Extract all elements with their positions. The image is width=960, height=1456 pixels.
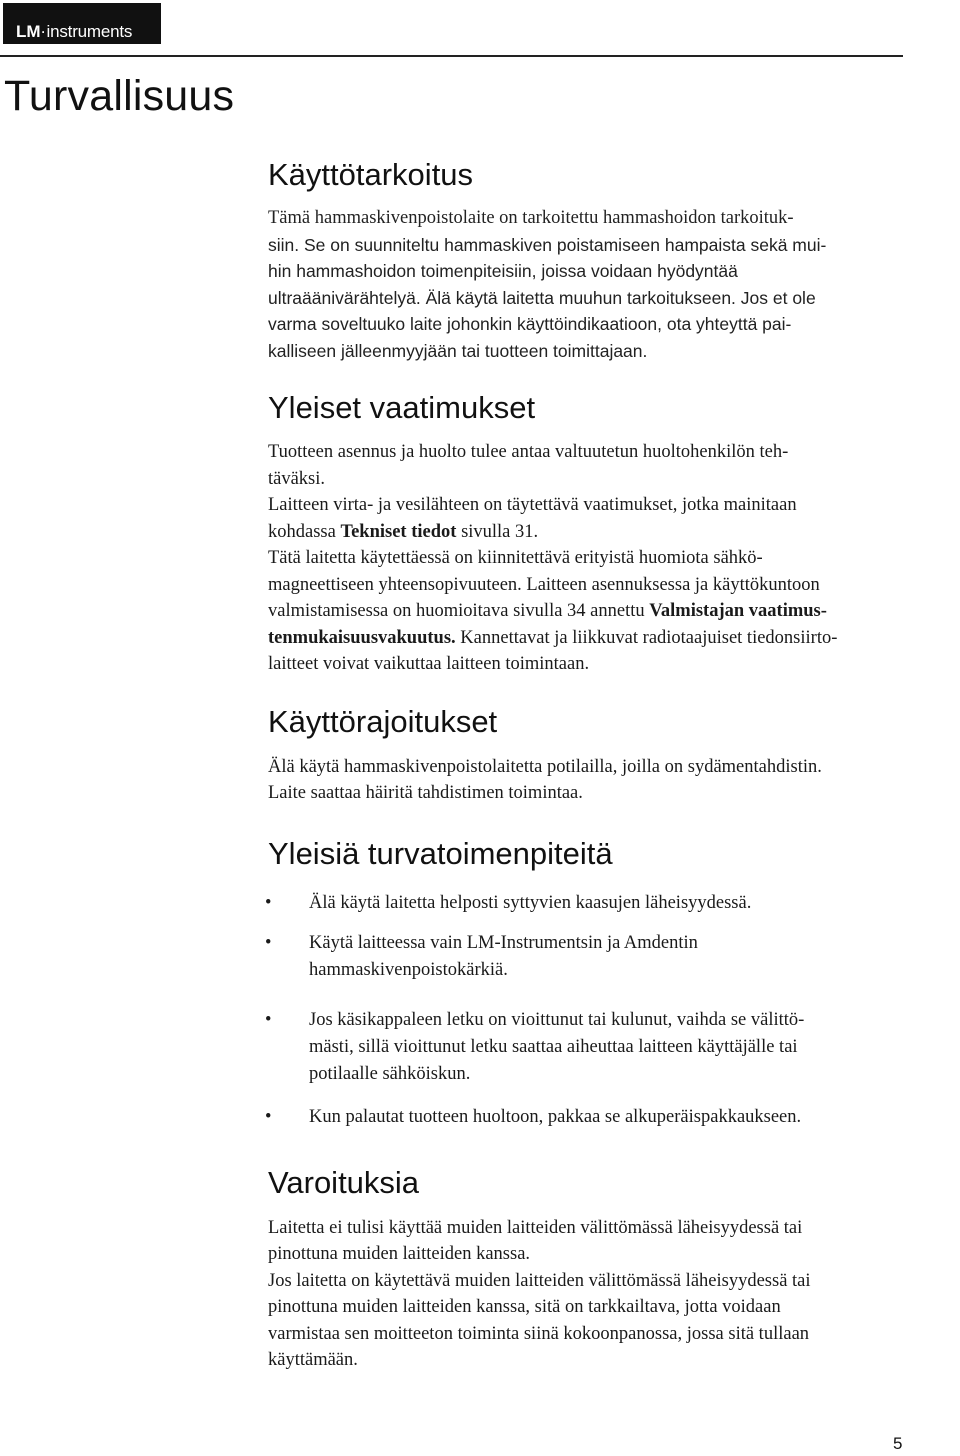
text-line: pinottuna muiden laitteiden kanssa.	[268, 1244, 531, 1264]
lm-instruments-logo	[3, 3, 161, 44]
logo-dot: ·	[41, 25, 46, 39]
heading-kayttotarkoitus: Käyttötarkoitus	[268, 157, 474, 192]
text-line: pinottuna muiden laitteiden kanssa, sitä on tarkkailtava, jotta voidaan	[268, 1297, 781, 1317]
page-number: 5	[893, 1434, 903, 1453]
content-column	[265, 150, 940, 1374]
text-line: Käytä laitteessa vain LM-Instrumentsin ja Amdentin	[309, 932, 698, 953]
text-line: Tämä hammaskivenpoistolaite on tarkoitettu hammashoidon tarkoituk-	[268, 208, 794, 228]
text-run: valmistamisessa on huomioitava sivulla 34 annettu	[268, 601, 650, 621]
kayttorajoitukset-paragraph	[268, 754, 940, 807]
header-rule	[0, 55, 903, 57]
text-line: Tätä laitetta käytettäessä on kiinnitettävä erityistä huomiota sähkö-	[268, 548, 763, 568]
bullet: •	[265, 1009, 272, 1030]
safety-list	[265, 890, 940, 1131]
varoituksia-paragraph	[268, 1215, 940, 1374]
yleiset-paragraph-1	[268, 439, 940, 492]
text-line: Laite saattaa häiritä tahdistimen toimintaa.	[268, 783, 583, 803]
heading-kayttorajoitukset: Käyttörajoitukset	[268, 703, 498, 739]
text-line: Jos laitetta on käytettävä muiden laitteiden välittömässä läheisyydessä tai	[268, 1270, 811, 1291]
reference-valmistajan-vakuutus-cont: tenmukaisuusvakuutus.	[268, 627, 456, 648]
text-line: kalliseen jälleenmyyjään tai tuotteen toimittajaan.	[268, 340, 648, 361]
logo-instruments: instruments	[46, 22, 133, 41]
list-item	[265, 930, 940, 984]
text-line: Laitetta ei tulisi käyttää muiden laitteiden välittömässä läheisyydessä tai	[268, 1217, 803, 1238]
heading-yleiset-vaatimukset: Yleiset vaatimukset	[268, 390, 536, 425]
text-line: Laitteen virta- ja vesilähteen on täytettävä vaatimukset, jotka mainitaan	[268, 495, 797, 515]
text-line: Jos käsikappaleen letku on vioittunut tai kulunut, vaihda se välittö-	[309, 1009, 805, 1030]
list-item	[265, 1007, 940, 1088]
text-line: siin. Se on suunniteltu hammaskiven poistamiseen hampaista sekä mui-	[268, 234, 827, 255]
reference-tekniset-tiedot: Tekniset tiedot	[340, 521, 457, 542]
page-title: Turvallisuus	[4, 72, 235, 120]
text-run: sivulla 31.	[456, 521, 539, 542]
heading-varoituksia: Varoituksia	[268, 1164, 420, 1200]
text-line: ultraäänivärähtelyä. Älä käytä laitetta muuhun tarkoitukseen. Jos et ole	[268, 287, 816, 308]
text-line: potilaalle sähköiskun.	[309, 1063, 471, 1084]
list-item	[265, 1104, 940, 1131]
text-line: Tuotteen asennus ja huolto tulee antaa valtuutetun huoltohenkilön teh-	[268, 442, 789, 462]
heading-turvatoimenpiteet: Yleisiä turvatoimenpiteitä	[268, 835, 613, 871]
yleiset-paragraph-3	[268, 545, 940, 678]
yleiset-paragraph-2	[268, 492, 940, 545]
text-line: laitteet voivat vaikuttaa laitteen toimintaan.	[268, 654, 590, 674]
text-run: Kannettavat ja liikkuvat radiotaajuiset tiedonsiirto-	[455, 627, 838, 648]
bullet: •	[265, 1106, 272, 1127]
logo-lm: LM	[16, 22, 41, 41]
reference-valmistajan-vakuutus: Valmistajan vaatimus-	[649, 601, 827, 621]
text-line: hin hammashoidon toimenpiteisiin, joissa voidaan hyödyntää	[268, 261, 738, 281]
list-item	[265, 890, 940, 917]
text-line: hammaskivenpoistokärkiä.	[309, 959, 508, 980]
bullet: •	[265, 892, 272, 913]
bullet: •	[265, 932, 272, 953]
text-line: mästi, sillä vioittunut letku saattaa aiheuttaa laitteen käyttäjälle tai	[309, 1036, 798, 1057]
text-line: Älä käytä laitetta helposti syttyvien kaasujen läheisyydessä.	[309, 892, 752, 913]
text-line: varmistaa sen moitteeton toiminta siinä kokoonpanossa, jossa sitä tullaan	[268, 1323, 810, 1344]
text-line: käyttämään.	[268, 1350, 358, 1370]
kayttotarkoitus-paragraph	[268, 205, 940, 364]
text-run: kohdassa	[268, 521, 341, 542]
text-line	[268, 598, 940, 625]
text-line	[268, 519, 940, 546]
text-line: täväksi.	[268, 468, 326, 489]
text-line: magneettiseen yhteensopivuuteen. Laitteen asennuksessa ja käyttökuntoon	[268, 574, 820, 595]
text-line: Kun palautat tuotteen huoltoon, pakkaa se alkuperäispakkaukseen.	[309, 1106, 802, 1127]
text-line: varma soveltuuko laite johonkin käyttöindikaatioon, ota yhteyttä pai-	[268, 314, 792, 334]
text-line	[268, 625, 940, 652]
text-line: Älä käytä hammaskivenpoistolaitetta potilailla, joilla on sydämentahdistin.	[268, 756, 822, 777]
